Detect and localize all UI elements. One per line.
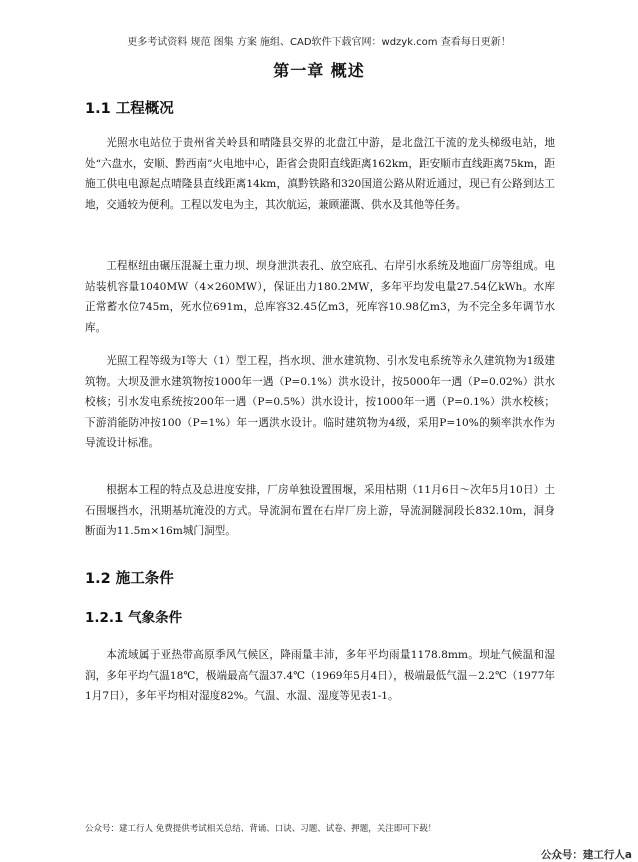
paragraph-project-grade: 光照工程等级为Ⅰ等大（1）型工程，挡水坝、泄水建筑物、引水发电系统等永久建筑物为1级建筑物。大坝及泄水建筑物按1000年一遇（P=0.1%）洪水设计，按5000年一遇（P=0.02%）洪水校核；引水发电系统按200年一遇（P=0.5%）洪水设计，按1000年一遇（P=0.1%）洪水校核；下游消能防冲按100（P=1%）年一遇洪水设计。临时建筑物为4级，采用P=10%的频率洪水作为导流设计标准。 bbox=[85, 355, 555, 449]
footer-note: 公众号：建工行人 免费提供考试相关总结、背诵、口诀、习题、试卷、押题，关注即可下载！ bbox=[85, 824, 437, 834]
paragraph-project-location: 光照水电站位于贵州省关岭县和晴隆县交界的北盘江中游，是北盘江干流的龙头梯级电站，地处“六盘水，安顺、黔西南”火电地中心，距省会贵阳直线距离162km，距安顺市直线距离75km，距施工供电电源起点晴隆县直线距离14km，滇黔铁路和320国道公路从附近通过，现已有公路到达工地，交通较为便利。工程以发电为主，其次航运，兼顾灌溉、供水及其他等任务。 bbox=[85, 137, 555, 211]
header-note: 更多考试资料 规范 图集 方案 施组、CAD软件下载官网：wdzyk.com 查看每日更新！ bbox=[127, 37, 511, 48]
paragraph-diversion-plan: 根据本工程的特点及总进度安排，厂房单独设置围堰，采用枯期（11月6日～次年5月10日）土石围堰挡水，汛期基坑淹没的方式。导流洞布置在右岸厂房上游，导流洞隧洞段长832.10m，洞身断面为11.5m×16m城门洞型。 bbox=[85, 484, 555, 537]
paragraph-project-structure: 工程枢纽由碾压混凝土重力坝、坝身泄洪表孔、放空底孔、右岸引水系统及地面厂房等组成。电站装机容量1040MW（4×260MW），保证出力180.2MW，多年平均发电量27.54亿kWh。水库正常蓄水位745m，死水位691m，总库容32.45亿m3，死库容10.98亿m3，为不完全多年调节水库。 bbox=[85, 260, 555, 334]
section-heading-1-2-1: 1.2.1 气象条件 bbox=[85, 610, 183, 626]
chapter-title: 第一章 概述 bbox=[273, 61, 365, 80]
watermark: 公众号：建工行人a bbox=[540, 849, 632, 861]
paragraph-climate: 本流域属于亚热带高原季风气候区，降雨量丰沛，多年平均雨量1178.8mm。坝址气候温和湿润，多年平均气温18℃，极端最高气温37.4℃（1969年5月4日），极端最低气温－2.2℃（1977年1月7日），多年平均相对湿度82%。气温、水温、湿度等见表1-1。 bbox=[85, 649, 555, 702]
section-heading-1-2: 1.2 施工条件 bbox=[85, 571, 174, 587]
section-heading-1-1: 1.1 工程概况 bbox=[85, 101, 174, 117]
